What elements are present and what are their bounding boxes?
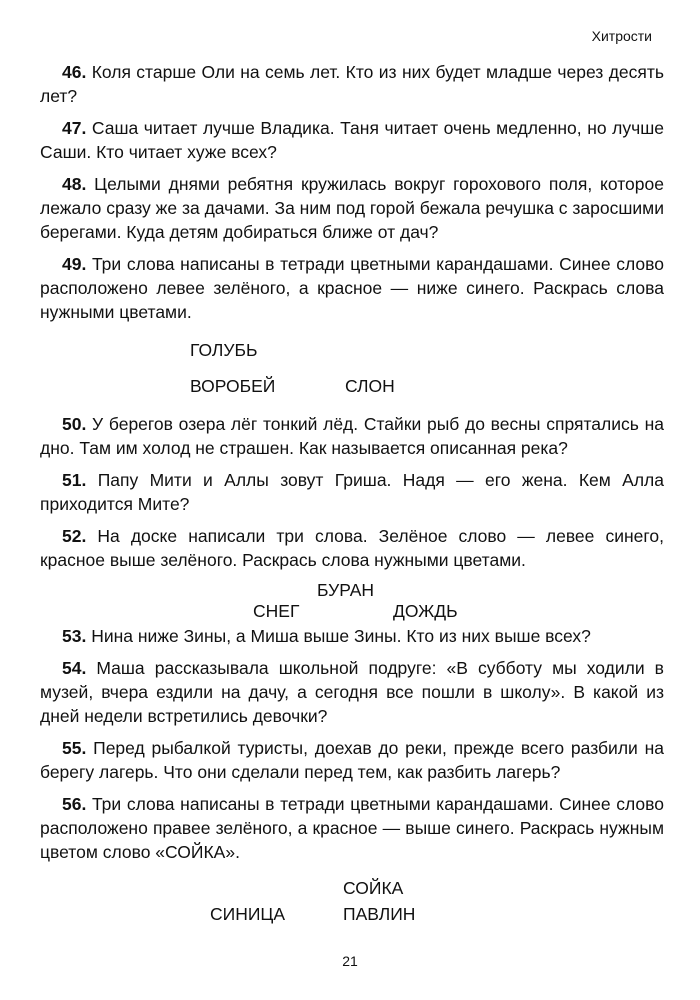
- task-number: 46.: [62, 62, 87, 82]
- task-text: Перед рыбалкой туристы, доехав до реки, прежде всего разбили на берегу лагерь. Что они сделали перед тем, как разбить лагерь?: [40, 738, 664, 782]
- word-sinitsa: СИНИЦА: [210, 904, 286, 924]
- task-number: 47.: [62, 118, 87, 138]
- word-sneg: СНЕГ: [253, 601, 300, 621]
- page-number: 21: [342, 953, 358, 969]
- word-arrangement-49: [40, 332, 664, 412]
- task-50: [40, 412, 664, 460]
- word-buran: БУРАН: [317, 580, 375, 600]
- task-text: У берегов озера лёг тонкий лёд. Стайки рыб до весны спрятались на дно. Там им холод не страшен. Как называется описанная река?: [40, 414, 664, 458]
- task-text: Маша рассказывала школьной подруге: «В субботу мы ходили в музей, вчера ездили на дачу, а сегодня все пошли в школу». В какой из дней недели встретились девочки?: [40, 658, 664, 726]
- task-text: Саша читает лучше Владика. Таня читает очень медленно, но лучше Саши. Кто читает хуже всех?: [40, 118, 664, 162]
- task-number: 49.: [62, 254, 87, 274]
- word-golub: ГОЛУБЬ: [190, 340, 258, 360]
- task-number: 48.: [62, 174, 87, 194]
- task-text: Три слова написаны в тетради цветными карандашами. Синее слово расположено правее зелёного, а красное — выше синего. Раскрась нужным цветом слово «СОЙКА».: [40, 794, 664, 862]
- task-51: [40, 468, 664, 516]
- task-text: Целыми днями ребятня кружилась вокруг горохового поля, которое лежало сразу же за дачами. За ним под горой бежала речушка с заросшими берегами. Куда детям добираться ближе от дач?: [40, 174, 664, 242]
- task-number: 50.: [62, 414, 87, 434]
- task-54: [40, 656, 664, 728]
- word-arrangement-56: [40, 872, 664, 934]
- task-46: [40, 60, 664, 108]
- word-pavlin: ПАВЛИН: [343, 904, 416, 924]
- task-number: 53.: [62, 626, 87, 646]
- task-text: На доске написали три слова. Зелёное слово — левее синего, красное выше зелёного. Раскрась слова нужными цветами.: [40, 526, 664, 570]
- task-49: [40, 252, 664, 324]
- task-text: Коля старше Оли на семь лет. Кто из них будет младше через десять лет?: [40, 62, 664, 106]
- word-vorobey: ВОРОБЕЙ: [190, 376, 276, 396]
- word-soyka: СОЙКА: [343, 878, 404, 898]
- task-text: Папу Мити и Аллы зовут Гриша. Надя — его жена. Кем Алла приходится Мите?: [40, 470, 664, 514]
- task-number: 56.: [62, 794, 87, 814]
- word-arrangement-52: [40, 580, 664, 624]
- task-48: [40, 172, 664, 244]
- word-slon: СЛОН: [345, 376, 395, 396]
- task-number: 51.: [62, 470, 87, 490]
- task-number: 52.: [62, 526, 87, 546]
- task-52: [40, 524, 664, 572]
- task-53: [40, 624, 664, 648]
- running-header: Хитрости: [591, 28, 652, 44]
- page-content: [40, 60, 664, 934]
- task-text: Три слова написаны в тетради цветными карандашами. Синее слово расположено левее зелёного, а красное — ниже синего. Раскрась слова нужными цветами.: [40, 254, 664, 322]
- task-number: 55.: [62, 738, 87, 758]
- task-number: 54.: [62, 658, 87, 678]
- task-47: [40, 116, 664, 164]
- word-dozhd: ДОЖДЬ: [393, 601, 458, 621]
- task-56: [40, 792, 664, 864]
- task-55: [40, 736, 664, 784]
- task-text: Нина ниже Зины, а Миша выше Зины. Кто из них выше всех?: [91, 626, 591, 646]
